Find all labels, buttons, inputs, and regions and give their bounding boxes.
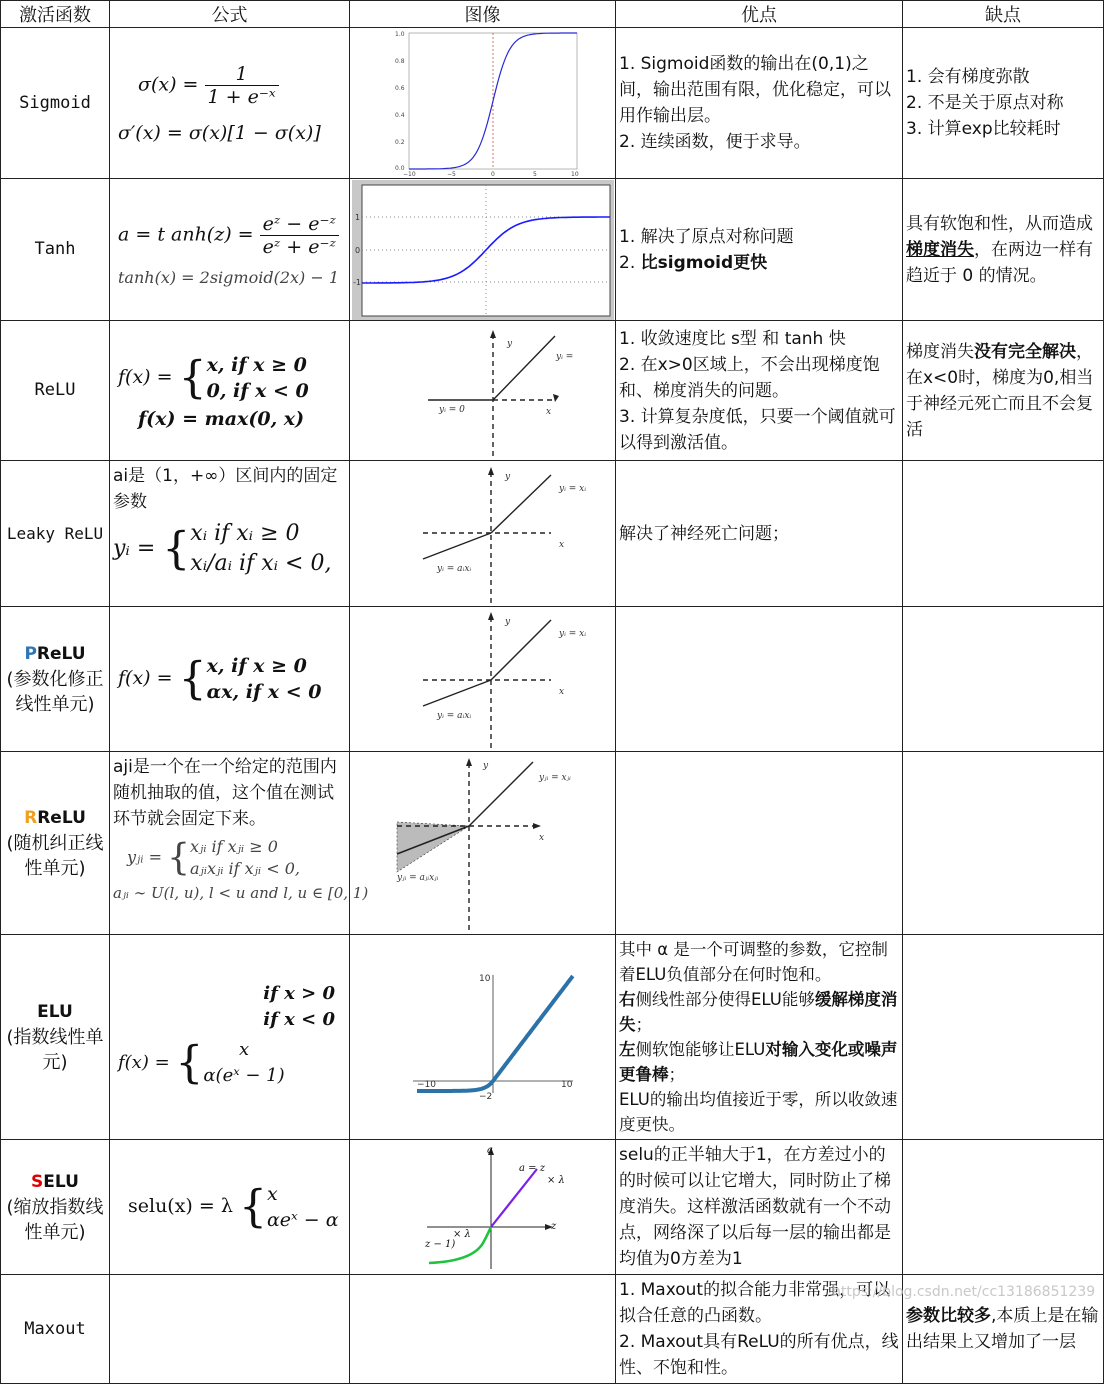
prelu-label-pos: yᵢ = xᵢ [558, 629, 586, 639]
selu-name-sub: (缩放指数线性单元) [6, 1196, 104, 1243]
watermark: https://blog.csdn.net/cc13186851239 [832, 1284, 1096, 1300]
elu-lhs: f(x) = [118, 1052, 170, 1073]
header-name: 激活函数 [1, 1, 110, 28]
rrelu-plot-svg [383, 754, 583, 932]
prelu-name [1, 607, 110, 752]
elu-pro-4: ELU的输出均值接近于零，所以收敛速度更快。 [619, 1090, 898, 1134]
row-tanh [1, 179, 1104, 321]
tanh-identity: tanh(x) = 2sigmoid(2x) − 1 [118, 267, 340, 287]
tanh-con-bold: 梯度消失 [906, 239, 974, 260]
elu-case-2: α(eˣ − 1) [203, 1065, 285, 1086]
sigmoid-xtick-0: 0 [490, 171, 495, 178]
sigmoid-name: Sigmoid [1, 28, 110, 179]
maxout-pro-2: 2. Maxout具有ReLU的所有优点，线性、不饱和性。 [619, 1332, 899, 1378]
rrelu-cons [903, 752, 1104, 935]
elu-tick-y10: 10 [478, 974, 490, 984]
elu-cond-1: if x > 0 [263, 983, 335, 1004]
elu-pro-3-a: 左 [619, 1040, 636, 1059]
rrelu-initial: R [24, 807, 38, 828]
tanh-plot-svg [352, 180, 614, 320]
elu-plot-svg [383, 971, 583, 1103]
rrelu-label-pos: yⱼᵢ = xⱼᵢ [538, 773, 571, 783]
relu-pros [616, 321, 903, 461]
sigmoid-pros [616, 28, 903, 179]
sigmoid-fraction [205, 63, 279, 108]
relu-case-1: x, if x ≥ 0 [206, 353, 307, 376]
tanh-pro-1: 1. 解决了原点对称问题 [619, 226, 794, 247]
relu-con-bold: 没有完全解决 [974, 341, 1076, 362]
row-prelu [1, 607, 1104, 752]
maxout-con-bold: 参数比较多 [906, 1306, 991, 1326]
selu-pos-line [491, 1169, 537, 1227]
elu-name [1, 935, 110, 1140]
rrelu-name-sub: (随机纠正线性单元) [6, 832, 104, 879]
prelu-plot [350, 607, 616, 752]
sigmoid-lhs: σ(x) = [138, 73, 199, 95]
selu-name-rest: ELU [43, 1171, 79, 1192]
rrelu-y-arrow [466, 758, 472, 766]
tanh-fraction [260, 213, 339, 258]
prelu-label-x: x [558, 687, 564, 697]
tanh-plot [350, 179, 616, 321]
leaky-neg-line [423, 533, 491, 559]
maxout-plot [350, 1275, 616, 1384]
rrelu-label-neg: yⱼᵢ = aⱼᵢxⱼᵢ [396, 873, 438, 883]
elu-pro-3-bold: 对输入变化或噪声更鲁棒 [619, 1040, 898, 1084]
selu-case-1: x [266, 1183, 278, 1205]
selu-label-a: a [486, 1145, 493, 1156]
leaky-brace: { [162, 523, 191, 575]
relu-label-y: y [506, 338, 512, 349]
elu-pro-2-a: 右 [619, 990, 636, 1009]
elu-pro-2-c: ； [635, 1015, 652, 1034]
prelu-pros [616, 607, 903, 752]
maxout-name: Maxout [1, 1275, 110, 1384]
leaky-plot [350, 461, 616, 607]
elu-tick-x10: 10 [560, 1080, 572, 1090]
prelu-formula [110, 607, 350, 752]
sigmoid-pro-1: 1. Sigmoid函数的输出在(0,1)之间，输出范围有限，优化稳定，可以用作输出层。 [619, 54, 891, 126]
elu-pro-3 [619, 1037, 899, 1087]
rrelu-name-rest: ReLU [37, 807, 86, 828]
prelu-cases [207, 653, 322, 705]
sigmoid-pro-2: 2. 连续函数，便于求导。 [619, 132, 811, 152]
elu-plot [350, 935, 616, 1140]
row-relu [1, 321, 1104, 461]
elu-pros [616, 935, 903, 1140]
sigmoid-tick-08: 0.8 [394, 58, 405, 65]
relu-pos-line [493, 336, 555, 400]
relu-con-a: 梯度消失 [906, 341, 974, 362]
elu-formula [110, 935, 350, 1140]
sigmoid-tick-06: 0.6 [394, 85, 405, 92]
tanh-formula [110, 179, 350, 321]
prelu-neg-line [423, 680, 491, 706]
rrelu-lhs: yⱼᵢ = [127, 847, 162, 867]
leaky-pros: 解决了神经死亡问题； [616, 461, 903, 607]
prelu-label-neg: yᵢ = aᵢxᵢ [436, 711, 471, 721]
header-pros: 优点 [616, 1, 903, 28]
relu-y-arrow [490, 330, 496, 338]
elu-cond-2: if x < 0 [263, 1009, 335, 1030]
selu-label-z: z [550, 1221, 556, 1232]
sigmoid-xtick-10: 10 [570, 171, 579, 178]
selu-label-lambda-2: × λ [452, 1229, 471, 1240]
leaky-lhs: yᵢ = [113, 536, 156, 561]
prelu-name-sub: (参数化修正线性单元) [6, 668, 104, 715]
elu-name-sub: (指数线性单元) [6, 1026, 104, 1073]
tanh-name: Tanh [1, 179, 110, 321]
relu-label-x: x [545, 406, 551, 417]
row-selu [1, 1140, 1104, 1275]
maxout-con-b: ,本质上是在输出结果上又增加了一层 [906, 1306, 1099, 1352]
selu-label-az: a = z [518, 1163, 545, 1174]
elu-tick-xm10: −10 [416, 1080, 436, 1090]
header-row [1, 1, 1104, 28]
prelu-y-arrow [488, 612, 494, 620]
tanh-lhs: a = t anh(z) = [118, 223, 254, 245]
rrelu-plot [350, 752, 616, 935]
elu-tick-ym2: −2 [478, 1092, 492, 1102]
leaky-name: Leaky ReLU [1, 461, 110, 607]
selu-initial: S [31, 1171, 44, 1192]
elu-pro-2-b: 侧线性部分使得ELU能够 [635, 990, 815, 1009]
elu-case-1: x [238, 1039, 250, 1060]
tanh-den: eᶻ + e⁻ᶻ [262, 235, 336, 258]
maxout-formula [110, 1275, 350, 1384]
selu-plot-svg [383, 1141, 583, 1273]
tanh-num: eᶻ − e⁻ᶻ [260, 213, 339, 236]
leaky-note: ai是（1，+∞）区间内的固定参数 [113, 466, 338, 512]
selu-cons [903, 1140, 1104, 1275]
rrelu-label-x: x [538, 833, 544, 843]
elu-conditions [118, 981, 341, 1033]
maxout-pro-1: 1. Maxout的拟合能力非常强，可以拟合任意的凸函数。 [619, 1280, 891, 1326]
header-image: 图像 [350, 1, 616, 28]
rrelu-brace: { [167, 837, 190, 879]
selu-cases [267, 1181, 339, 1233]
tanh-pro-2-bold: 比sigmoid更快 [640, 252, 768, 273]
prelu-cons [903, 607, 1104, 752]
selu-case-2: αeˣ − α [266, 1209, 339, 1231]
leaky-cons [903, 461, 1104, 607]
relu-cons [903, 321, 1104, 461]
prelu-name-rest: ReLU [36, 643, 86, 664]
prelu-brace: { [178, 653, 207, 705]
selu-label-neg: z − 1) [424, 1239, 455, 1250]
prelu-pos-line [491, 620, 551, 680]
relu-label-pos: yᵢ = [555, 351, 573, 362]
rrelu-case-1: xⱼᵢ if xⱼᵢ ≥ 0 [189, 837, 278, 856]
leaky-pos-line [491, 475, 551, 533]
prelu-case-1: x, if x ≥ 0 [206, 655, 307, 677]
relu-max: f(x) = max(0, x) [138, 407, 305, 430]
sigmoid-tick-02: 0.2 [394, 139, 405, 146]
rrelu-note: aji是一个在一个给定的范围内随机抽取的值，这个值在测试环节就会固定下来。 [113, 757, 337, 829]
prelu-case-2: αx, if x < 0 [206, 681, 322, 703]
sigmoid-xtick-5: 5 [532, 171, 537, 178]
relu-name: ReLU [1, 321, 110, 461]
prelu-label-y: y [504, 617, 510, 627]
rrelu-formula [110, 752, 369, 935]
selu-formula [110, 1140, 350, 1275]
tanh-con-b: ，在两边一样有趋近于 0 的情况。 [906, 239, 1093, 286]
sigmoid-num: 1 [205, 63, 279, 86]
row-elu [1, 935, 1104, 1140]
elu-cons [903, 935, 1104, 1140]
selu-plot [350, 1140, 616, 1275]
rrelu-pros [616, 752, 903, 935]
leaky-y-arrow [488, 467, 494, 475]
leaky-case-1: xᵢ if xᵢ ≥ 0 [190, 521, 300, 546]
leaky-label-pos: yᵢ = xᵢ [558, 483, 586, 494]
leaky-case-2: xᵢ/aᵢ if xᵢ < 0, [190, 551, 332, 576]
sigmoid-tick-00: 0.0 [394, 165, 405, 172]
selu-pros: selu的正半轴大于1，在方差过小的的时候可以让它增大，同时防止了梯度消失。这样激活函数就有一个不动点，网络深了以后每一层的输出都是均值为0方差为1 [616, 1140, 903, 1275]
elu-pro-3-b: 侧软饱能够让ELU [635, 1040, 766, 1059]
rrelu-x-arrow [533, 823, 541, 829]
header-cons: 缺点 [903, 1, 1104, 28]
elu-pro-1: 其中 α 是一个可调整的参数，它控制着ELU负值部分在何时饱和。 [619, 940, 888, 984]
elu-pro-2 [619, 987, 899, 1037]
elu-cases [203, 1037, 284, 1089]
leaky-label-y: y [504, 471, 510, 482]
relu-plot-svg [383, 322, 583, 460]
sigmoid-con-3: 3. 计算exp比较耗时 [906, 119, 1061, 139]
sigmoid-con-2: 2. 不是关于原点对称 [906, 93, 1064, 113]
sigmoid-tick-04: 0.4 [394, 112, 405, 119]
relu-lhs: f(x) = [118, 365, 173, 388]
relu-pro-1: 1. 收敛速度比 s型 和 tanh 快 [619, 328, 846, 349]
sigmoid-derivative: σ′(x) = σ(x)[1 − σ(x)] [118, 121, 321, 144]
tanh-pro-2-prefix: 2. [619, 252, 641, 273]
leaky-label-x: x [558, 539, 564, 550]
rrelu-name [1, 752, 110, 935]
selu-lhs: selu(x) = λ [128, 1195, 233, 1217]
row-sigmoid [1, 28, 1104, 179]
row-rrelu [1, 752, 1104, 935]
sigmoid-formula [110, 28, 350, 179]
tanh-tick-0: 0 [354, 245, 360, 255]
header-formula: 公式 [110, 1, 350, 28]
leaky-plot-svg [383, 463, 586, 605]
sigmoid-plot-svg [383, 29, 583, 177]
sigmoid-xtick-m10: −10 [402, 171, 416, 178]
relu-con-b: ，在x<0时，梯度为0,相当于神经元死亡而且不会复活 [906, 341, 1094, 440]
relu-plot [350, 321, 616, 461]
sigmoid-con-1: 1. 会有梯度弥散 [906, 67, 1030, 87]
tanh-tick-1: 1 [354, 212, 360, 222]
elu-pro-3-c: ； [668, 1065, 685, 1084]
elu-pro-2-bold: 缓解梯度消失 [619, 990, 898, 1034]
prelu-plot-svg [383, 608, 586, 750]
relu-brace: { [178, 352, 207, 403]
sigmoid-tick-1: 1.0 [394, 31, 405, 38]
relu-pro-3: 3. 计算复杂度低，只要一个阈值就可以得到激活值。 [619, 406, 896, 453]
tanh-pro-2 [619, 250, 899, 276]
leaky-label-neg: yᵢ = aᵢxᵢ [436, 563, 471, 574]
tanh-con-a: 具有软饱和性，从而造成 [906, 213, 1093, 234]
sigmoid-plot [350, 28, 616, 179]
prelu-initial: P [24, 643, 37, 664]
leaky-cases [190, 519, 331, 579]
sigmoid-den: 1 + e⁻ˣ [207, 85, 276, 108]
selu-label-lambda-1: × λ [546, 1175, 565, 1186]
relu-label-neg: yᵢ = 0 [438, 404, 465, 415]
tanh-pros [616, 179, 903, 321]
sigmoid-xtick-m5: −5 [446, 171, 456, 178]
relu-cases [207, 352, 309, 404]
selu-brace: { [238, 1181, 267, 1233]
relu-case-2: 0, if x < 0 [206, 379, 309, 402]
tanh-cons [903, 179, 1104, 321]
relu-x-arrow [553, 394, 559, 402]
selu-name [1, 1140, 110, 1275]
rrelu-dist: aⱼᵢ ∼ U(l, u), l < u and l, u ∈ [0, 1) [113, 884, 369, 902]
rrelu-cases [190, 836, 300, 880]
prelu-lhs: f(x) = [118, 667, 173, 689]
row-leaky-relu [1, 461, 1104, 607]
relu-formula [110, 321, 350, 461]
rrelu-label-y: y [482, 761, 488, 771]
sigmoid-cons [903, 28, 1104, 179]
leaky-formula [110, 461, 350, 607]
elu-name-main: ELU [37, 1001, 73, 1022]
elu-curve [417, 976, 573, 1091]
elu-brace: { [175, 1037, 204, 1089]
rrelu-case-2: aⱼᵢxⱼᵢ if xⱼᵢ < 0, [189, 859, 300, 878]
rrelu-pos-line [469, 762, 533, 826]
relu-pro-2: 2. 在x>0区域上，不会出现梯度饱和、梯度消失的问题。 [619, 354, 880, 401]
tanh-tick-m1: -1 [352, 277, 361, 287]
